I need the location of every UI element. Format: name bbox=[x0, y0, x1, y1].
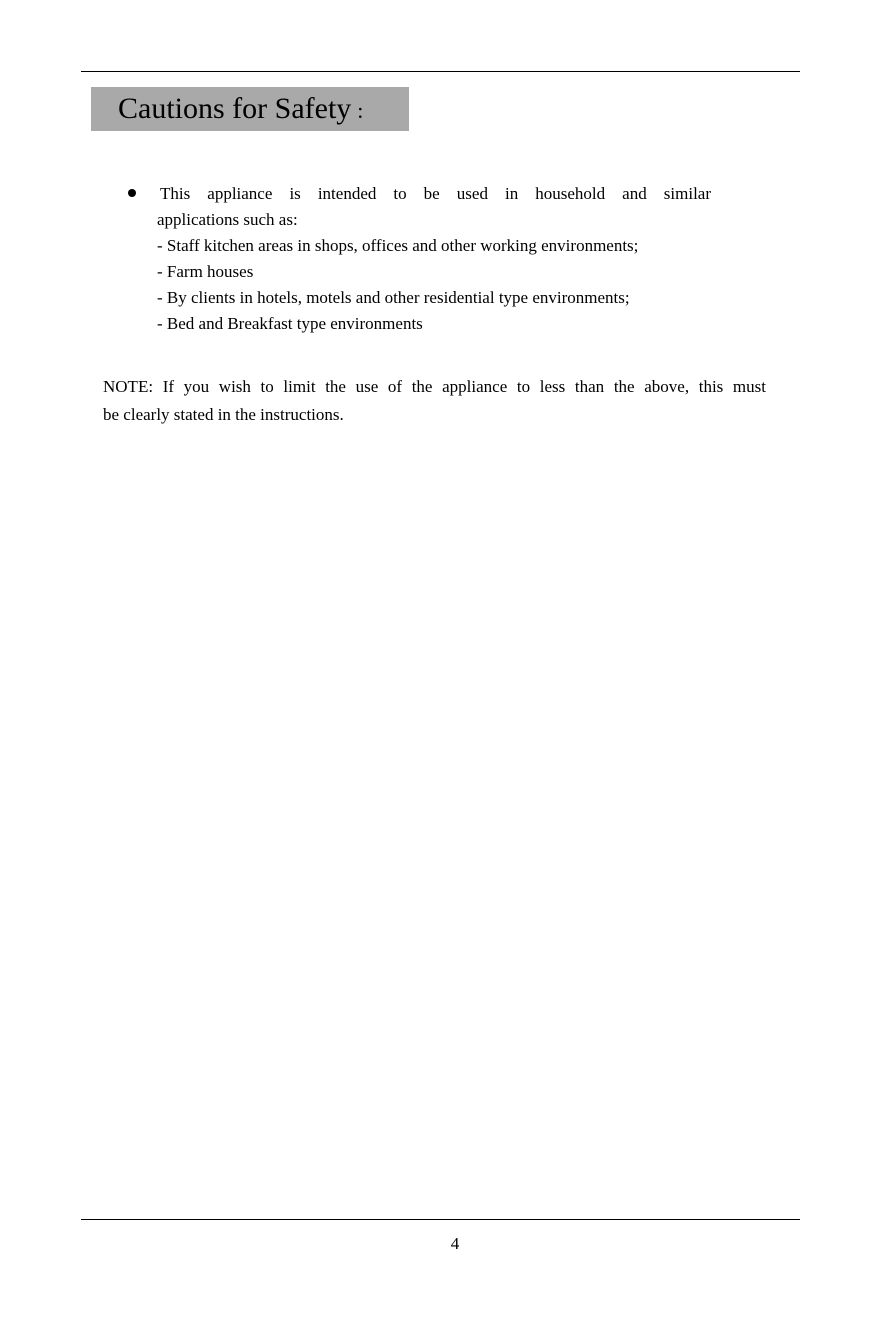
section-title-text: Cautions for Safety bbox=[118, 92, 352, 125]
bullet-lead-continuation: applications such as: bbox=[157, 210, 298, 229]
bullet-lead-line: This appliance is intended to be used in household and similar bbox=[160, 184, 711, 203]
environment-item-farm-houses: - Farm houses bbox=[157, 262, 254, 281]
environment-item-staff-kitchen: - Staff kitchen areas in shops, offices and other working environments; bbox=[157, 236, 639, 255]
bullet-dot-icon bbox=[128, 189, 136, 197]
environment-item-bed-and-breakfast: - Bed and Breakfast type environments bbox=[157, 314, 423, 333]
environment-item-hotels: - By clients in hotels, motels and other residential type environments; bbox=[157, 288, 630, 307]
header-rule bbox=[81, 71, 800, 72]
note-line: be clearly stated in the instructions. bbox=[103, 405, 344, 424]
section-title bbox=[91, 87, 409, 131]
section-title-colon: : bbox=[357, 98, 364, 123]
note-line: NOTE: If you wish to limit the use of the appliance to less than the above, this must bbox=[103, 377, 766, 396]
note-paragraph bbox=[103, 373, 766, 429]
footer-rule bbox=[81, 1219, 800, 1220]
page-number: 4 bbox=[450, 1234, 460, 1253]
